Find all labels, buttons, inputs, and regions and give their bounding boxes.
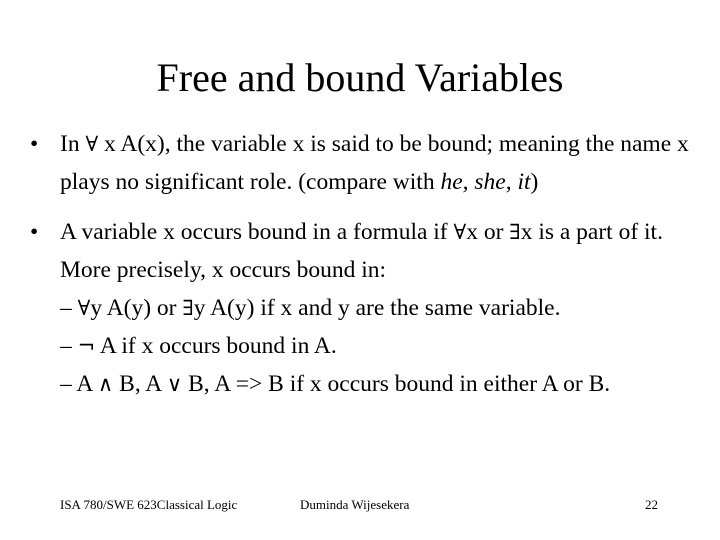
bullet-2-text: x is a part of it. More precisely, x occurs bound in: xyxy=(60,219,663,283)
dash: – xyxy=(60,295,78,321)
bullet-1-italic: he, she, it xyxy=(440,169,531,195)
exists-symbol: ∃ xyxy=(182,296,194,320)
bullet-1 xyxy=(30,125,700,201)
bullet-2-text: x or xyxy=(466,219,510,245)
bullet-1-text: x A(x), the variable x is said to be bound; meaning the name x plays no significant role. (compare with xyxy=(60,131,689,195)
forall-symbol: ∀ xyxy=(85,132,99,156)
forall-symbol: ∀ xyxy=(453,220,467,244)
footer-author: Duminda Wijesekera xyxy=(300,497,410,512)
sub-bullet-1-text: y A(y) or xyxy=(90,295,183,321)
sub-bullet-3-text: B, A => B if x occurs bound in either A or B. xyxy=(182,371,611,397)
sub-bullet-2 xyxy=(30,327,700,365)
sub-bullet-3 xyxy=(30,365,700,403)
bullet-dot-icon: • xyxy=(30,219,39,245)
bullet-2 xyxy=(30,213,700,289)
bullet-1-text: ) xyxy=(530,169,539,195)
forall-symbol: ∀ xyxy=(77,296,91,320)
or-symbol: ∨ xyxy=(166,372,183,396)
slide-body xyxy=(30,125,700,403)
exists-symbol: ∃ xyxy=(509,220,521,244)
sub-bullet-2-text: A if x occurs bound in A. xyxy=(95,333,337,359)
sub-bullet-3-text: B, A xyxy=(113,371,167,397)
bullet-1-text: In xyxy=(60,131,86,157)
sub-bullet-1-text: y A(y) if x and y are the same variable. xyxy=(193,295,561,321)
dash: – xyxy=(60,333,78,359)
not-symbol: ¬ xyxy=(77,334,96,358)
and-symbol: ∧ xyxy=(97,372,114,396)
bullet-dot-icon: • xyxy=(30,131,39,157)
sub-bullet-1 xyxy=(30,289,700,327)
footer-course: ISA 780/SWE 623Classical Logic xyxy=(60,497,238,512)
page-number: 22 xyxy=(645,497,658,512)
slide-title: Free and bound Variables xyxy=(156,55,564,100)
dash: – xyxy=(60,371,77,397)
sub-bullet-3-text: A xyxy=(76,371,98,397)
bullet-2-text: A variable x occurs bound in a formula if xyxy=(60,219,454,245)
